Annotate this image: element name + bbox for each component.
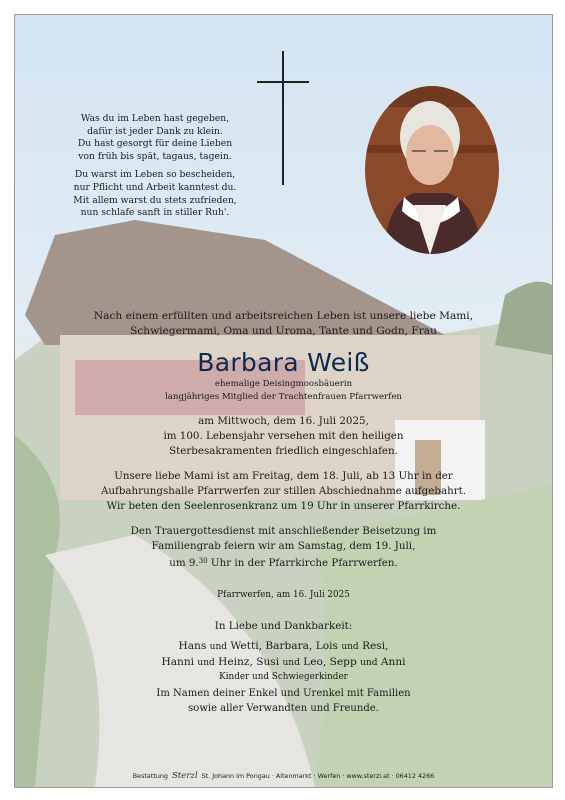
family-name: Anni	[380, 656, 406, 668]
conjunction: und	[209, 642, 228, 652]
funeral-notice	[15, 524, 552, 571]
intro-text	[15, 309, 552, 339]
viewing-line: Wir beten den Seelenrosenkranz um 19 Uhr in unserer Pfarrkirche.	[106, 500, 461, 512]
poem-line: Du warst im Leben so bescheiden,	[74, 169, 236, 181]
deceased-subtitle	[15, 378, 552, 404]
conjunction: und	[360, 658, 378, 668]
family-name: Resi,	[362, 640, 389, 652]
poem-line: Mit allem warst du stets zufrieden,	[73, 194, 237, 206]
death-notice	[15, 414, 552, 459]
funeral-home-footer	[15, 771, 552, 781]
subtitle-line: langjähriges Mitglied der Trachtenfrauen Pfarrwerfen	[165, 392, 402, 402]
funeral-time-hour: um 9.	[169, 557, 199, 569]
footer-prefix: Bestattung	[132, 772, 168, 780]
subtitle-line: ehemalige Deisingmoosbäuerin	[214, 379, 353, 389]
poem-stanza-2	[55, 169, 255, 219]
poem-line: nun schlafe sanft in stiller Ruh'.	[80, 207, 230, 219]
death-line: im 100. Lebensjahr versehen mit den heiligen	[163, 430, 404, 442]
footer-details: St. Johann im Pongau · Altenmarkt · Werfen · www.sterzl.at · 06412 4266	[201, 772, 435, 780]
gratitude-heading: In Liebe und Dankbarkeit:	[214, 620, 353, 632]
funeral-location: Uhr in der Pfarrkirche Pfarrwerfen.	[207, 557, 398, 569]
family-extended: Im Namen deiner Enkel und Urenkel mit Familien	[156, 688, 411, 699]
family-extended: sowie aller Verwandten und Freunde.	[188, 703, 379, 714]
funeral-time-line	[15, 554, 552, 571]
intro-line: Schwiegermami, Oma und Uroma, Tante und Godn, Frau	[130, 325, 437, 337]
funeral-time-minutes: 30	[198, 557, 208, 565]
portrait-photo	[364, 85, 500, 255]
death-line: Sterbesakramenten friedlich eingeschlafen.	[169, 445, 398, 457]
obituary-body	[15, 309, 552, 716]
viewing-line: Aufbahrungshalle Pfarrwerfen zur stillen Abschiednahme aufgebahrt.	[100, 485, 467, 497]
poem-line: von früh bis spät, tagaus, tagein.	[78, 150, 232, 162]
viewing-notice	[15, 469, 552, 514]
funeral-line: Den Trauergottesdienst mit anschließender Beisetzung im	[130, 525, 437, 537]
family-row	[15, 639, 552, 655]
poem-line: Du hast gesorgt für deine Lieben	[77, 138, 233, 150]
cross-icon	[257, 51, 309, 185]
death-line: am Mittwoch, dem 16. Juli 2025,	[198, 415, 369, 427]
funeral-home-logo: Sterzl	[172, 771, 198, 781]
obituary-card	[14, 14, 553, 788]
family-names	[15, 639, 552, 716]
family-name: Wetti, Barbara, Lois	[230, 640, 338, 652]
family-name: Hanni	[161, 656, 195, 668]
funeral-line: Familiengrab feiern wir am Samstag, dem 19. Juli,	[151, 540, 416, 552]
poem-stanza-1	[55, 113, 255, 163]
poem-line: nur Pflicht und Arbeit kanntest du.	[73, 181, 237, 193]
intro-line: Nach einem erfüllten und arbeitsreichen Leben ist unsere liebe Mami,	[93, 310, 474, 322]
family-relation: Kinder und Schwiegerkinder	[219, 672, 348, 682]
poem	[55, 113, 255, 226]
conjunction: und	[197, 658, 215, 668]
viewing-line: Unsere liebe Mami ist am Freitag, dem 18. Juli, ab 13 Uhr in der	[114, 470, 453, 482]
poem-line: Was du im Leben hast gegeben,	[80, 113, 230, 124]
family-row	[15, 655, 552, 671]
family-name: Leo, Sepp	[303, 656, 357, 668]
conjunction: und	[282, 658, 300, 668]
place-date: Pfarrwerfen, am 16. Juli 2025	[217, 590, 350, 600]
deceased-name: Barbara Weiß	[197, 348, 370, 377]
family-name: Heinz, Susi	[218, 656, 280, 668]
conjunction: und	[341, 642, 359, 652]
poem-line: dafür ist jeder Dank zu klein.	[87, 125, 223, 137]
family-name: Hans	[178, 640, 207, 652]
